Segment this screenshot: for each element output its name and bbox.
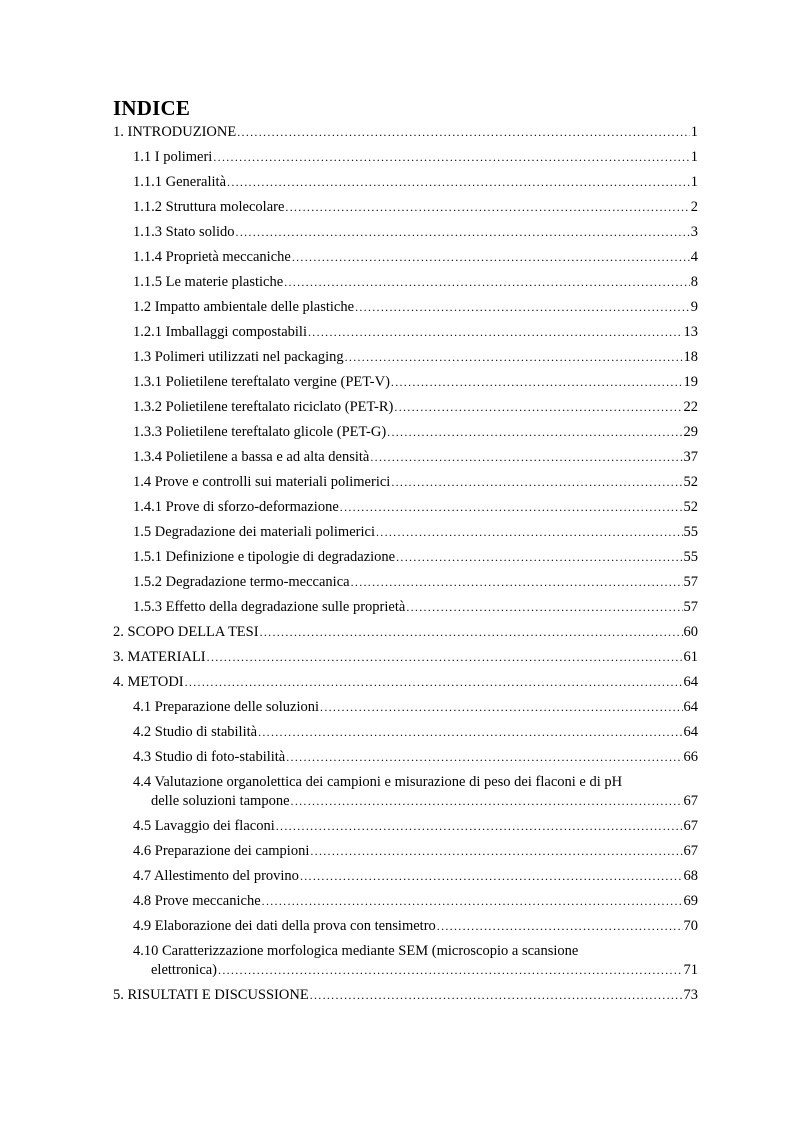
toc-dot-leader	[276, 817, 683, 836]
toc-dot-leader	[345, 348, 683, 367]
toc-entry[interactable]	[113, 745, 698, 770]
toc-entry-title: 1.1.2 Struttura molecolare	[133, 199, 285, 215]
toc-entry[interactable]	[113, 914, 698, 939]
toc-dot-leader	[185, 673, 683, 692]
toc-dot-leader	[310, 986, 683, 1005]
toc-page-number: 13	[683, 324, 698, 340]
toc-dot-leader	[391, 373, 683, 392]
toc-page-number: 57	[683, 574, 698, 590]
toc-dot-leader	[236, 223, 690, 242]
toc-entry[interactable]	[113, 570, 698, 595]
toc-dot-leader	[262, 892, 683, 911]
toc-page-number: 19	[683, 374, 698, 390]
toc-entry-title: 1.3.3 Polietilene tereftalato glicole (PET-G)	[133, 424, 387, 440]
toc-page-number: 67	[683, 818, 698, 834]
toc-entry[interactable]	[113, 595, 698, 620]
toc-dot-leader	[213, 148, 689, 167]
toc-entry-title: 4.3 Studio di foto-stabilità	[133, 749, 286, 765]
toc-entry-title: 4.9 Elaborazione dei dati della prova con tensimetro	[133, 918, 436, 934]
toc-entry[interactable]	[113, 170, 698, 195]
toc-entry-title: 1.2 Impatto ambientale delle plastiche	[133, 299, 355, 315]
toc-page-number: 67	[683, 843, 698, 859]
toc-entry[interactable]	[113, 545, 698, 570]
toc-entry[interactable]	[113, 395, 698, 420]
toc-entry[interactable]	[113, 695, 698, 720]
toc-entry-title: 4. METODI	[113, 674, 184, 690]
toc-entry-title: 4.7 Allestimento del provino	[133, 868, 299, 884]
toc-entry[interactable]	[113, 245, 698, 270]
toc-entry-title: 1.5.3 Effetto della degradazione sulle proprietà	[133, 599, 406, 615]
toc-page-number: 67	[683, 793, 698, 809]
toc-entry-title: 4.1 Preparazione delle soluzioni	[133, 699, 320, 715]
toc-entry[interactable]	[113, 939, 698, 983]
toc-page-number: 69	[683, 893, 698, 909]
toc-entry[interactable]	[113, 445, 698, 470]
toc-entry-title: 4.8 Prove meccaniche	[133, 893, 261, 909]
toc-entry-title: 1.5.2 Degradazione termo-meccanica	[133, 574, 350, 590]
toc-entry[interactable]	[113, 195, 698, 220]
toc-entry-title: 5. RISULTATI E DISCUSSIONE	[113, 987, 309, 1003]
toc-entry-title: 1. INTRODUZIONE	[113, 124, 237, 140]
toc-entry[interactable]	[113, 145, 698, 170]
toc-page-number: 55	[683, 524, 698, 540]
toc-dot-leader	[308, 323, 683, 342]
toc-page-number: 64	[683, 724, 698, 740]
toc-dot-leader	[355, 298, 690, 317]
toc-page-number: 9	[690, 299, 698, 315]
toc-dot-leader	[227, 173, 690, 192]
toc-dot-leader	[376, 523, 683, 542]
toc-dot-leader	[320, 698, 682, 717]
toc-page-number: 66	[683, 749, 698, 765]
toc-page-number: 18	[683, 349, 698, 365]
toc-entry-title: 3. MATERIALI	[113, 649, 206, 665]
table-of-contents	[113, 120, 698, 1008]
toc-entry[interactable]	[113, 770, 698, 814]
toc-dot-leader	[286, 748, 682, 767]
toc-entry[interactable]	[113, 470, 698, 495]
toc-dot-leader	[370, 448, 682, 467]
toc-dot-leader	[300, 867, 683, 886]
toc-page-number: 70	[683, 918, 698, 934]
toc-page-number: 2	[690, 199, 698, 215]
toc-dot-leader	[437, 917, 683, 936]
toc-dot-leader	[391, 473, 682, 492]
toc-page-number: 1	[690, 174, 698, 190]
toc-dot-leader	[406, 598, 682, 617]
toc-dot-leader	[292, 248, 690, 267]
toc-entry[interactable]	[113, 320, 698, 345]
toc-page-number: 71	[683, 962, 698, 978]
toc-entry[interactable]	[113, 889, 698, 914]
toc-entry-title: 4.2 Studio di stabilità	[133, 724, 258, 740]
toc-entry-title: 1.1.1 Generalità	[133, 174, 227, 190]
toc-entry-title: 1.5 Degradazione dei materiali polimerici	[133, 524, 375, 540]
toc-dot-leader	[258, 723, 682, 742]
toc-entry[interactable]	[113, 345, 698, 370]
toc-page-number: 52	[683, 474, 698, 490]
toc-entry-title: 4.4 Valutazione organolettica dei campioni e misurazione di peso dei flaconi e di pH	[133, 774, 623, 790]
toc-entry-title: 4.10 Caratterizzazione morfologica mediante SEM (microscopio a scansione	[133, 943, 579, 959]
toc-entry-title: 1.3 Polimeri utilizzati nel packaging	[133, 349, 344, 365]
toc-entry-title: 1.1.3 Stato solido	[133, 224, 235, 240]
toc-dot-leader	[291, 792, 683, 811]
toc-entry-title: 1.1.4 Proprietà meccaniche	[133, 249, 291, 265]
toc-entry[interactable]	[113, 370, 698, 395]
toc-entry-title: 2. SCOPO DELLA TESI	[113, 624, 259, 640]
toc-page-number: 52	[683, 499, 698, 515]
toc-page-number: 4	[690, 249, 698, 265]
toc-page-number: 64	[683, 699, 698, 715]
toc-entry[interactable]	[113, 495, 698, 520]
toc-page-number: 37	[683, 449, 698, 465]
toc-entry[interactable]	[113, 620, 698, 645]
toc-entry[interactable]	[113, 645, 698, 670]
toc-page-number: 57	[683, 599, 698, 615]
toc-dot-leader	[207, 648, 683, 667]
toc-dot-leader	[237, 123, 690, 142]
toc-page-number: 22	[683, 399, 698, 415]
toc-entry[interactable]	[113, 814, 698, 839]
toc-entry-title: 1.1.5 Le materie plastiche	[133, 274, 284, 290]
toc-page-number: 64	[683, 674, 698, 690]
toc-entry[interactable]	[113, 839, 698, 864]
toc-page-number: 1	[690, 149, 698, 165]
toc-entry[interactable]	[113, 720, 698, 745]
toc-dot-leader	[351, 573, 683, 592]
toc-dot-leader	[394, 398, 682, 417]
toc-entry-title: 1.5.1 Definizione e tipologie di degradazione	[133, 549, 396, 565]
toc-entry-title-continued: elettronica)	[151, 962, 218, 978]
toc-entry-title: 1.3.4 Polietilene a bassa e ad alta densità	[133, 449, 370, 465]
toc-entry[interactable]	[113, 270, 698, 295]
toc-entry-title: 1.3.1 Polietilene tereftalato vergine (PET-V)	[133, 374, 390, 390]
toc-entry-title: 1.4.1 Prove di sforzo-deformazione	[133, 499, 339, 515]
toc-page-number: 1	[690, 124, 698, 140]
page-title: INDICE	[113, 96, 191, 120]
toc-entry[interactable]	[113, 670, 698, 695]
toc-entry-title: 1.2.1 Imballaggi compostabili	[133, 324, 307, 340]
toc-entry[interactable]	[113, 520, 698, 545]
toc-dot-leader	[260, 623, 683, 642]
toc-entry-title-continued: delle soluzioni tampone	[151, 793, 290, 809]
toc-entry-title: 1.4 Prove e controlli sui materiali polimerici	[133, 474, 391, 490]
toc-dot-leader	[285, 198, 689, 217]
toc-page-number: 61	[683, 649, 698, 665]
toc-page-number: 73	[683, 987, 698, 1003]
toc-page-number: 55	[683, 549, 698, 565]
toc-dot-leader	[340, 498, 683, 517]
toc-entry-title: 4.5 Lavaggio dei flaconi	[133, 818, 275, 834]
toc-entry[interactable]	[113, 295, 698, 320]
toc-page-number: 3	[690, 224, 698, 240]
toc-entry[interactable]	[113, 220, 698, 245]
toc-dot-leader	[396, 548, 682, 567]
toc-entry-title: 1.3.2 Polietilene tereftalato riciclato (PET-R)	[133, 399, 394, 415]
toc-dot-leader	[310, 842, 682, 861]
toc-entry[interactable]	[113, 983, 698, 1008]
toc-dot-leader	[218, 961, 682, 980]
toc-page-number: 60	[683, 624, 698, 640]
toc-page-number: 29	[683, 424, 698, 440]
toc-dot-leader	[284, 273, 690, 292]
toc-entry-title: 4.6 Preparazione dei campioni	[133, 843, 310, 859]
toc-entry-title: 1.1 I polimeri	[133, 149, 213, 165]
toc-page-number: 68	[683, 868, 698, 884]
toc-entry[interactable]	[113, 120, 698, 145]
toc-entry[interactable]	[113, 864, 698, 889]
toc-entry[interactable]	[113, 420, 698, 445]
toc-page-number: 8	[690, 274, 698, 290]
toc-dot-leader	[387, 423, 682, 442]
